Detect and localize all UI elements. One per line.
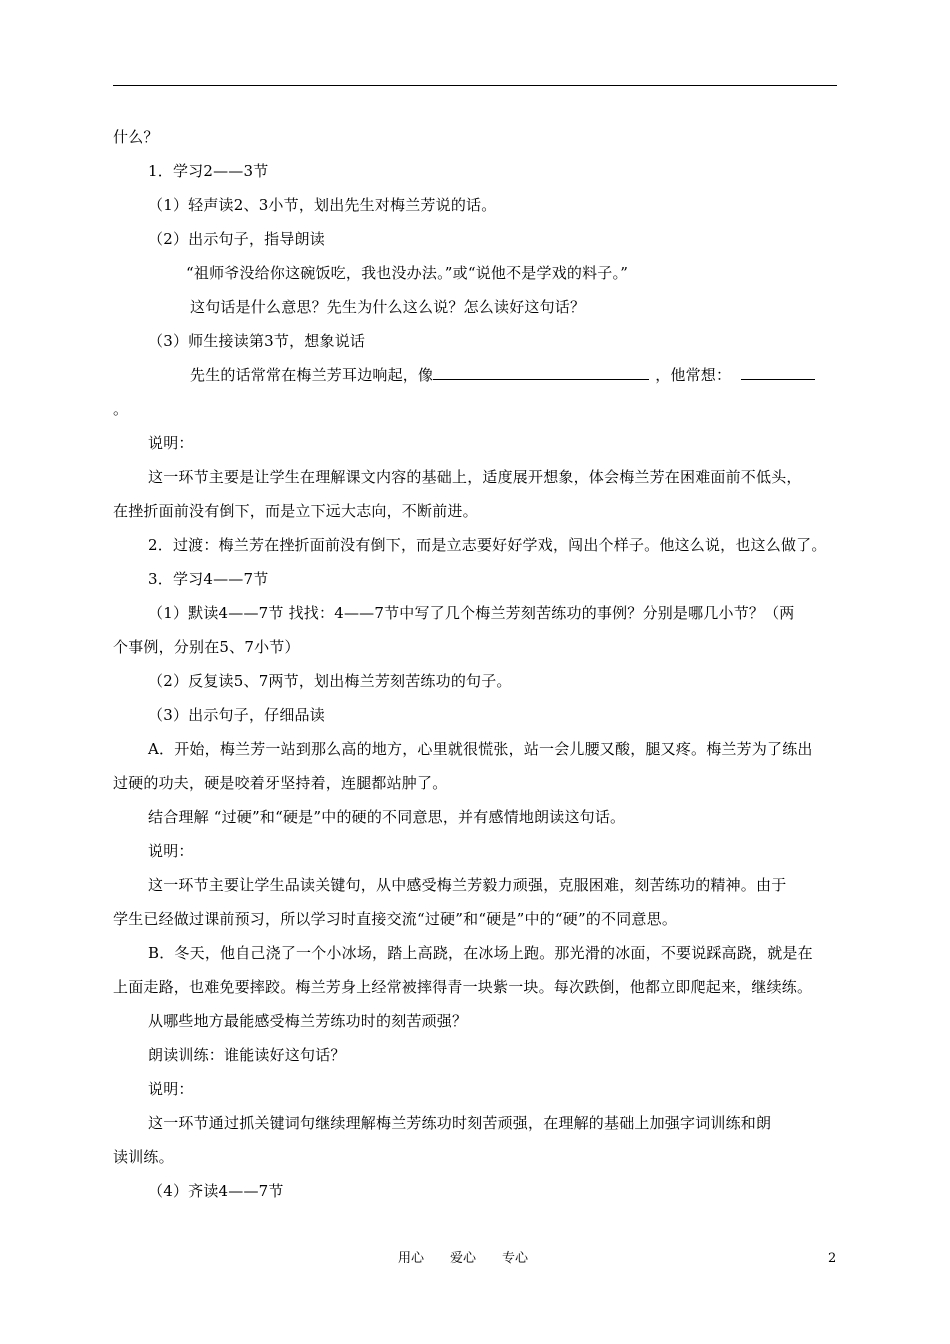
footer-item: 专心 bbox=[502, 1251, 529, 1266]
text-line: （3）师生接读第3节，想象说话 bbox=[148, 332, 366, 350]
fill-blank-mid: ，他常想： bbox=[655, 366, 732, 384]
quote-line: “祖师爷没给你这碗饭吃，我也没办法。”或“说他不是学戏的料子。” bbox=[186, 264, 629, 282]
text-line: 从哪些地方最能感受梅兰芳练功时的刻苦顽强？ bbox=[148, 1012, 468, 1030]
fill-blank-2 bbox=[741, 365, 815, 380]
text-line: （1）默读4——7节 找找：4——7节中写了几个梅兰芳刻苦练功的事例？分别是哪几小节？（两 bbox=[148, 604, 795, 622]
note-label: 说明： bbox=[148, 1080, 194, 1098]
footer-motto bbox=[398, 1250, 554, 1268]
page-number: 2 bbox=[828, 1251, 837, 1266]
footer-item: 用心 bbox=[398, 1251, 425, 1266]
text-line: （1）轻声读2、3小节，划出先生对梅兰芳说的话。 bbox=[148, 196, 497, 214]
section-heading: 3．学习4——7节 bbox=[148, 570, 269, 588]
text-line: 这一环节主要让学生品读关键句，从中感受梅兰芳毅力顽强，克服困难，刻苦练功的精神。由于 bbox=[148, 876, 787, 894]
text-line: 朗读训练：谁能读好这句话？ bbox=[148, 1046, 346, 1064]
fill-blank-prompt: 先生的话常常在梅兰芳耳边响起，像 bbox=[190, 366, 434, 384]
text-line: （2）反复读5、7两节，划出梅兰芳刻苦练功的句子。 bbox=[148, 672, 512, 690]
text-line: 学生已经做过课前预习，所以学习时直接交流“过硬”和“硬是”中的“硬”的不同意思。 bbox=[113, 910, 678, 928]
text-line: （2）出示句子，指导朗读 bbox=[148, 230, 325, 248]
text-line: 什么？ bbox=[113, 128, 159, 146]
text-line: 结合理解 “过硬”和“硬是”中的硬的不同意思，并有感情地朗读这句话。 bbox=[148, 808, 626, 826]
footer-item: 爱心 bbox=[450, 1251, 477, 1266]
text-line: 。 bbox=[113, 400, 129, 418]
text-line: 这句话是什么意思？先生为什么这么说？怎么读好这句话？ bbox=[190, 298, 586, 316]
text-line: 这一环节主要是让学生在理解课文内容的基础上，适度展开想象，体会梅兰芳在困难面前不低头， bbox=[148, 468, 802, 486]
text-line: A．开始，梅兰芳一站到那么高的地方，心里就很慌张，站一会儿腰又酸，腿又疼。梅兰芳为了练出 bbox=[148, 740, 813, 758]
text-line: （4）齐读4——7节 bbox=[148, 1182, 284, 1200]
fill-blank-line bbox=[190, 365, 815, 385]
text-line: 个事例，分别在5、7小节） bbox=[113, 638, 300, 656]
text-line: （3）出示句子，仔细品读 bbox=[148, 706, 325, 724]
section-heading: 1．学习2——3节 bbox=[148, 162, 269, 180]
note-label: 说明： bbox=[148, 842, 194, 860]
text-line: B．冬天，他自己浇了一个小冰场，踏上高跷，在冰场上跑。那光滑的冰面，不要说踩高跷，就是在 bbox=[148, 944, 813, 962]
text-line: 在挫折面前没有倒下，而是立下远大志向，不断前进。 bbox=[113, 502, 478, 520]
text-line: 2．过渡：梅兰芳在挫折面前没有倒下，而是立志要好好学戏，闯出个样子。他这么说，也这么做了。 bbox=[148, 536, 827, 554]
text-line: 上面走路，也难免要摔跤。梅兰芳身上经常被摔得青一块紫一块。每次跌倒，他都立即爬起来，继续练。 bbox=[113, 978, 813, 996]
text-line: 过硬的功夫，硬是咬着牙坚持着，连腿都站肿了。 bbox=[113, 774, 448, 792]
note-label: 说明： bbox=[148, 434, 194, 452]
fill-blank-1 bbox=[433, 365, 649, 380]
header-rule bbox=[113, 85, 837, 86]
text-line: 读训练。 bbox=[113, 1148, 174, 1166]
text-line: 这一环节通过抓关键词句继续理解梅兰芳练功时刻苦顽强，在理解的基础上加强字词训练和朗 bbox=[148, 1114, 772, 1132]
